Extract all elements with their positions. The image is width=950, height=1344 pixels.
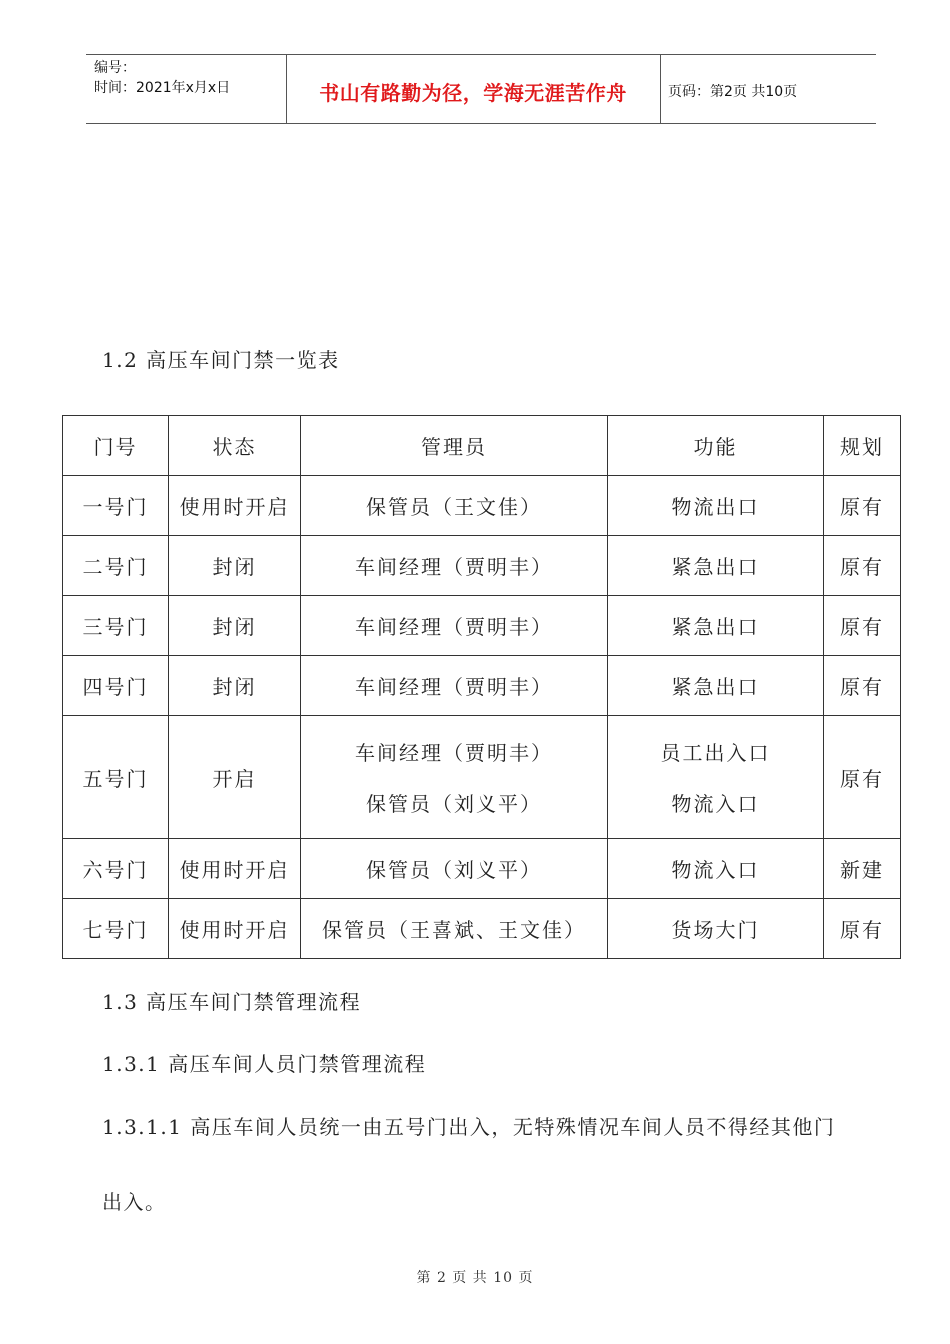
plan-cell: 原有 [824, 596, 901, 656]
gate-cell: 三号门 [63, 596, 169, 656]
section-title-1-2: 1.2 高压车间门禁一览表 [102, 348, 340, 372]
plan-cell: 新建 [824, 839, 901, 899]
gate-cell: 五号门 [63, 716, 169, 839]
page-footer: 第 2 页 共 10 页 [416, 1270, 534, 1286]
function-cell: 物流入口 [608, 839, 824, 899]
column-header-gate: 门号 [63, 416, 169, 476]
gate-cell: 二号门 [63, 536, 169, 596]
function-line: 物流入口 [671, 792, 760, 816]
manager-line: 车间经理（贾明丰） [355, 741, 553, 765]
table-row [63, 716, 901, 839]
header-page-cell [660, 55, 876, 123]
plan-cell: 原有 [824, 899, 901, 959]
header-page-info: 页码：第2页 共10页 [668, 84, 798, 100]
status-cell: 封闭 [169, 656, 301, 716]
gate-cell: 七号门 [63, 899, 169, 959]
manager-line: 保管员（刘义平） [366, 792, 542, 816]
manager-cell [301, 716, 608, 839]
section-title-1-3-1: 1.3.1 高压车间人员门禁管理流程 [102, 1052, 427, 1076]
plan-cell: 原有 [824, 476, 901, 536]
status-cell: 使用时开启 [169, 476, 301, 536]
function-cell [608, 716, 824, 839]
function-cell: 紧急出口 [608, 536, 824, 596]
manager-cell: 保管员（刘义平） [301, 839, 608, 899]
function-cell: 物流出口 [608, 476, 824, 536]
table-row [63, 476, 901, 536]
plan-cell: 原有 [824, 716, 901, 839]
table-row [63, 536, 901, 596]
function-cell: 货场大门 [608, 899, 824, 959]
function-line: 员工出入口 [660, 741, 771, 765]
function-cell: 紧急出口 [608, 596, 824, 656]
status-cell: 使用时开启 [169, 899, 301, 959]
page-header [86, 54, 876, 124]
manager-cell: 车间经理（贾明丰） [301, 596, 608, 656]
paragraph-1-3-1-1-line2: 出入。 [102, 1190, 167, 1214]
column-header-manager: 管理员 [301, 416, 608, 476]
paragraph-1-3-1-1-line1: 1.3.1.1 高压车间人员统一由五号门出入，无特殊情况车间人员不得经其他门 [102, 1115, 836, 1139]
manager-cell: 车间经理（贾明丰） [301, 536, 608, 596]
manager-cell: 保管员（王文佳） [301, 476, 608, 536]
column-header-status: 状态 [169, 416, 301, 476]
table-row [63, 596, 901, 656]
status-cell: 封闭 [169, 596, 301, 656]
plan-cell: 原有 [824, 536, 901, 596]
gate-cell: 一号门 [63, 476, 169, 536]
status-cell: 开启 [169, 716, 301, 839]
gate-cell: 四号门 [63, 656, 169, 716]
header-motto: 书山有路勤为径，学海无涯苦作舟 [319, 81, 627, 105]
header-motto-cell [286, 55, 661, 123]
column-header-function: 功能 [608, 416, 824, 476]
column-header-plan: 规划 [824, 416, 901, 476]
table-row [63, 839, 901, 899]
header-info-cell [86, 55, 287, 123]
function-cell: 紧急出口 [608, 656, 824, 716]
table-header-row [63, 416, 901, 476]
manager-cell: 保管员（王喜斌、王文佳） [301, 899, 608, 959]
plan-cell: 原有 [824, 656, 901, 716]
table-row [63, 899, 901, 959]
table-row [63, 656, 901, 716]
status-cell: 使用时开启 [169, 839, 301, 899]
document-number-label: 编号： [94, 60, 136, 76]
document-time-label: 时间：2021年x月x日 [94, 80, 231, 96]
gate-cell: 六号门 [63, 839, 169, 899]
section-title-1-3: 1.3 高压车间门禁管理流程 [102, 990, 362, 1014]
status-cell: 封闭 [169, 536, 301, 596]
gate-access-table [62, 415, 901, 959]
manager-cell: 车间经理（贾明丰） [301, 656, 608, 716]
